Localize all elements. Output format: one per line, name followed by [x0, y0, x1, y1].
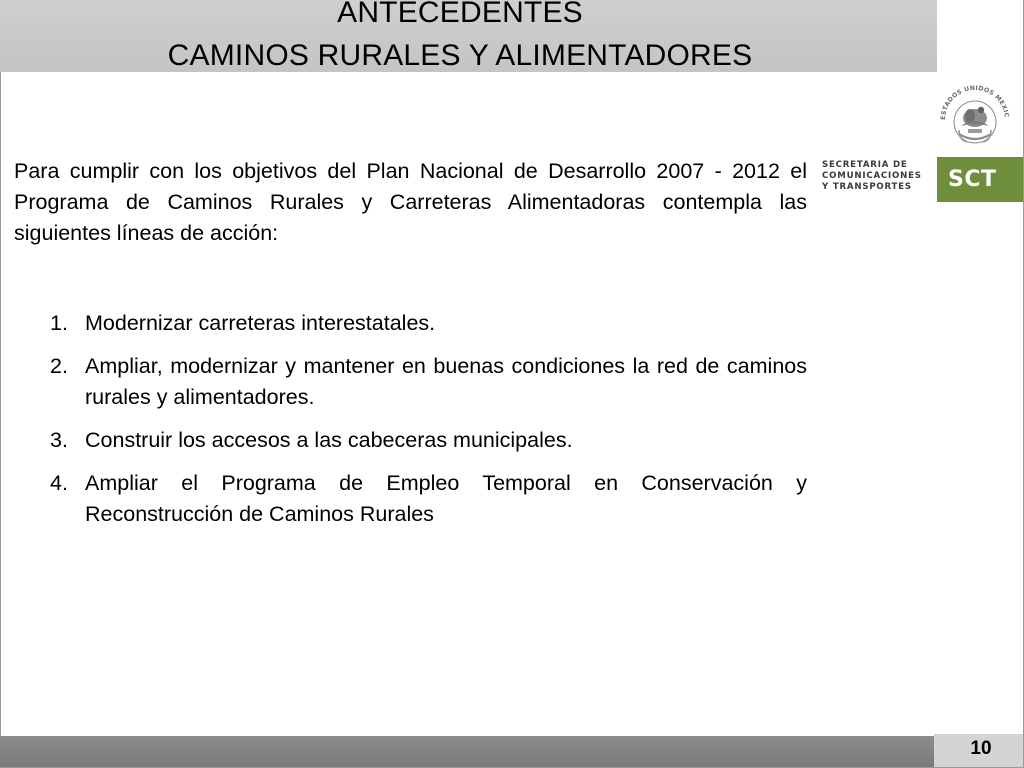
seal-arc-text: ESTADOS UNIDOS MEXIC	[939, 84, 1010, 121]
list-item-text: Modernizar carreteras interestatales.	[85, 311, 436, 335]
mexican-coat-of-arms-seal-icon	[935, 76, 1015, 152]
agency-name-line-1: SECRETARIA DE	[822, 160, 908, 170]
slide-title-line-1: ANTECEDENTES	[337, 0, 583, 29]
list-item	[50, 351, 807, 413]
agency-name-line-3: Y TRANSPORTES	[822, 182, 912, 192]
list-item-number: 4.	[50, 471, 68, 495]
slide-title-line-2: CAMINOS RURALES Y ALIMENTADORES	[167, 39, 753, 72]
list-item-number: 1.	[50, 311, 68, 335]
agency-name-line-2: COMUNICACIONES	[822, 171, 922, 181]
action-lines-list	[50, 308, 807, 542]
agency-name	[822, 160, 932, 193]
page-number: 10	[970, 738, 992, 759]
list-item	[50, 468, 807, 530]
list-item	[50, 425, 807, 456]
list-item-text: Ampliar, modernizar y mantener en buenas condiciones la red de caminos rurales y alimentadores.	[85, 354, 807, 409]
header-right-strip	[937, 0, 1023, 72]
sct-logo-text: SCT	[948, 167, 997, 192]
intro-paragraph: Para cumplir con los objetivos del Plan Nacional de Desarrollo 2007 - 2012 el Programa de Caminos Rurales y Carreteras Alimentadoras contempla las siguientes líneas de acción:	[14, 159, 807, 245]
title-band	[0, 0, 937, 72]
list-item-text: Construir los accesos a las cabeceras municipales.	[85, 428, 573, 452]
list-item-text: Ampliar el Programa de Empleo Temporal en Conservación y Reconstrucción de Caminos Rurales	[85, 471, 807, 526]
list-item	[50, 308, 807, 339]
list-item-number: 2.	[50, 354, 68, 378]
sct-logo-box	[937, 157, 1023, 202]
list-item-number: 3.	[50, 428, 68, 452]
footer-bar	[0, 736, 934, 767]
